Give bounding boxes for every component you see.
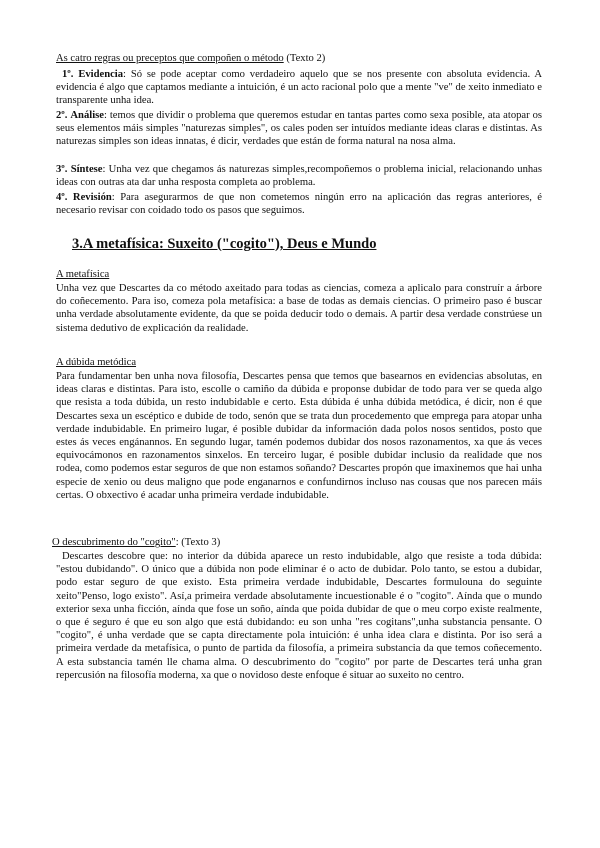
cogito-heading-suffix: : (Texto 3)	[175, 537, 221, 548]
cogito-paragraph: Descartes descobre que: no interior da dúbida aparece un resto indubidable, algo que resiste a toda dúbida: "estou dubidando". O único que a dúbida non pode eliminar é o acto de dubidar. Polo tanto, se estou a dubidar, podo estar seguro de que existo. Esta primeira verdade indubidable, Descartes formulouna do seguinte xeito"Penso, logo existo". Así,a primeira verdade absolutamente incuestionable é o "cogito". Aínda que o mundo exterior sexa unha ficción, aínda que fose un soño, aínda que poida dubidar de que o meu corpo existe realmente, o que é seguro é que eu son algo que está dubidando: eu son unha "res cogitans",unha substancia pensante. O "cogito", é unha verdade que se capta directamente pola intuición: é unha idea clara e distinta. Por iso será a primeira verdade da metafísica, o punto de partida da filosofía, a primeira substancia da que temos coñecemento. A esta substancia tamén lle chama alma. O descubrimento do "cogito" por parte de Descartes terá unha gran repercusión na filosofía moderna, xa que o novidoso deste enfoque é situar ao suxeito no centro.	[56, 551, 542, 681]
cogito-heading-text: O descubrimento do "cogito"	[52, 537, 176, 548]
section-title: 3.A metafísica: Suxeito ("cogito"), Deus e Mundo	[72, 236, 377, 252]
rule-1: 1º. Evidencia: Só se pode aceptar como verdadeiro aquelo que se nos presente con absoluta evidencia. A evidencia é algo que captamos mediante a intuición, é un acto racional polo que a mente "ve" de xeito inmediato e transparente unha idea.	[56, 69, 543, 107]
intro-heading	[56, 52, 536, 65]
rule-1-num: 1º.	[62, 69, 74, 80]
rule-3-num: 3º.	[56, 164, 68, 175]
rule-4-name: Revisión	[72, 192, 112, 203]
rule-3-name: Síntese	[70, 164, 103, 175]
metafisica-heading: A metafísica	[56, 269, 110, 280]
dubida-heading: A dúbida metódica	[56, 357, 137, 368]
rule-3-text: Unha vez que chegamos ás naturezas simples,recompoñemos o problema inicial, relacionando unhas ideas con outras ata dar unha resposta completa ao problema.	[56, 164, 543, 189]
rule-4: 4º. Revisión: Para asegurarmos de que non cometemos ningún erro na aplicación das regras anteriores, é necesario revisar con coidado todo os pasos que seguimos.	[56, 192, 543, 217]
rule-2-text: temos que dividir o problema que queremos estudar en tantas partes como sexa posible, ata atopar os seus elementos máis simples "naturezas simples", os cales poden ser intuídos mediante ideas claras e distintas. As naturezas simples son ideas innatas, é dicir, verdades que están de forma natural na nosa alma.	[56, 110, 543, 148]
rule-2: 2º. Análise: temos que dividir o problema que queremos estudar en tantas partes como sexa posible, ata atopar os seus elementos máis simples "naturezas simples", os cales poden ser intuídos mediante ideas claras e distintas. As naturezas simples son ideas innatas, é dicir, verdades que están de forma natural na nosa alma.	[56, 110, 543, 148]
rule-3: 3º. Síntese: Unha vez que chegamos ás naturezas simples,recompoñemos o problema inicial, relacionando unhas ideas con outras ata dar unha resposta completa ao problema.	[56, 164, 543, 189]
dubida-paragraph: Para fundamentar ben unha nova filosofía, Descartes pensa que temos que basearnos en evidencias absolutas, en ideas claras e distintas. Para isto, escolle o camiño da dúbida e proponse dubidar de todo para ver se queda algo que resista a toda dúbida, un resto indubidable e certo. Esta dúbida é unha dúbida metódica, é dicir, non é que Descartes sexa un escéptico e dubide de todo, senón que se trata dun procedemento que emprega para atopar unha verdade indubidable. En primeiro lugar, é posible dubidar da información dada polos nosos sentidos, posto que estes ás veces engánannos. En segundo lugar, tamén podemos dubidar dos nosos razonamentos, xa que ás veces equivocámonos en razonamentos sinxelos. En terceiro lugar, é posible dubidar inclusio da realidade que nos rodea, como podemos estar seguros de que non estamos soñando? Descartes propón que imaxinemos que hai unha especie de xenio ou deus maligno que pode enganarnos e confundirnos incluso nas cousas que nos parecen máis certas. O obxectivo é acadar unha primeira verdade indubidable.	[56, 371, 542, 501]
rule-1-text: Só se pode aceptar como verdadeiro aquelo que se nos presente con absoluta evidencia. A evidencia é algo que captamos mediante a intuición, é un acto racional polo que a mente "ve" de xeito inmediato e transparente unha idea.	[56, 69, 543, 107]
metafisica-paragraph: Unha vez que Descartes da co método axeitado para todas as ciencias, comeza a aplicalo para construír a árbore do coñecemento. Para iso, comeza pola metafísica: a base de todas as demais ciencias. O primeiro paso é buscar unha verdade absolutamente evidente, da que se poida deducir todo o demais. A partir desa verdade constrúese un sistema dedutivo de explicación da realidade.	[56, 283, 542, 334]
rule-4-num: 4º.	[56, 192, 68, 203]
intro-heading-text: As catro regras ou preceptos que compoñen o método	[56, 53, 284, 64]
rule-1-name: Evidencia	[78, 69, 124, 80]
rule-4-text: Para asegurarmos de que non cometemos ningún erro na aplicación das regras anteriores, é necesario revisar con coidado todo os pasos que seguimos.	[56, 192, 543, 217]
intro-heading-suffix: (Texto 2)	[283, 53, 326, 64]
cogito-heading	[52, 536, 352, 549]
rule-2-num: 2º.	[56, 110, 68, 121]
rule-2-name: Análise	[70, 110, 104, 121]
